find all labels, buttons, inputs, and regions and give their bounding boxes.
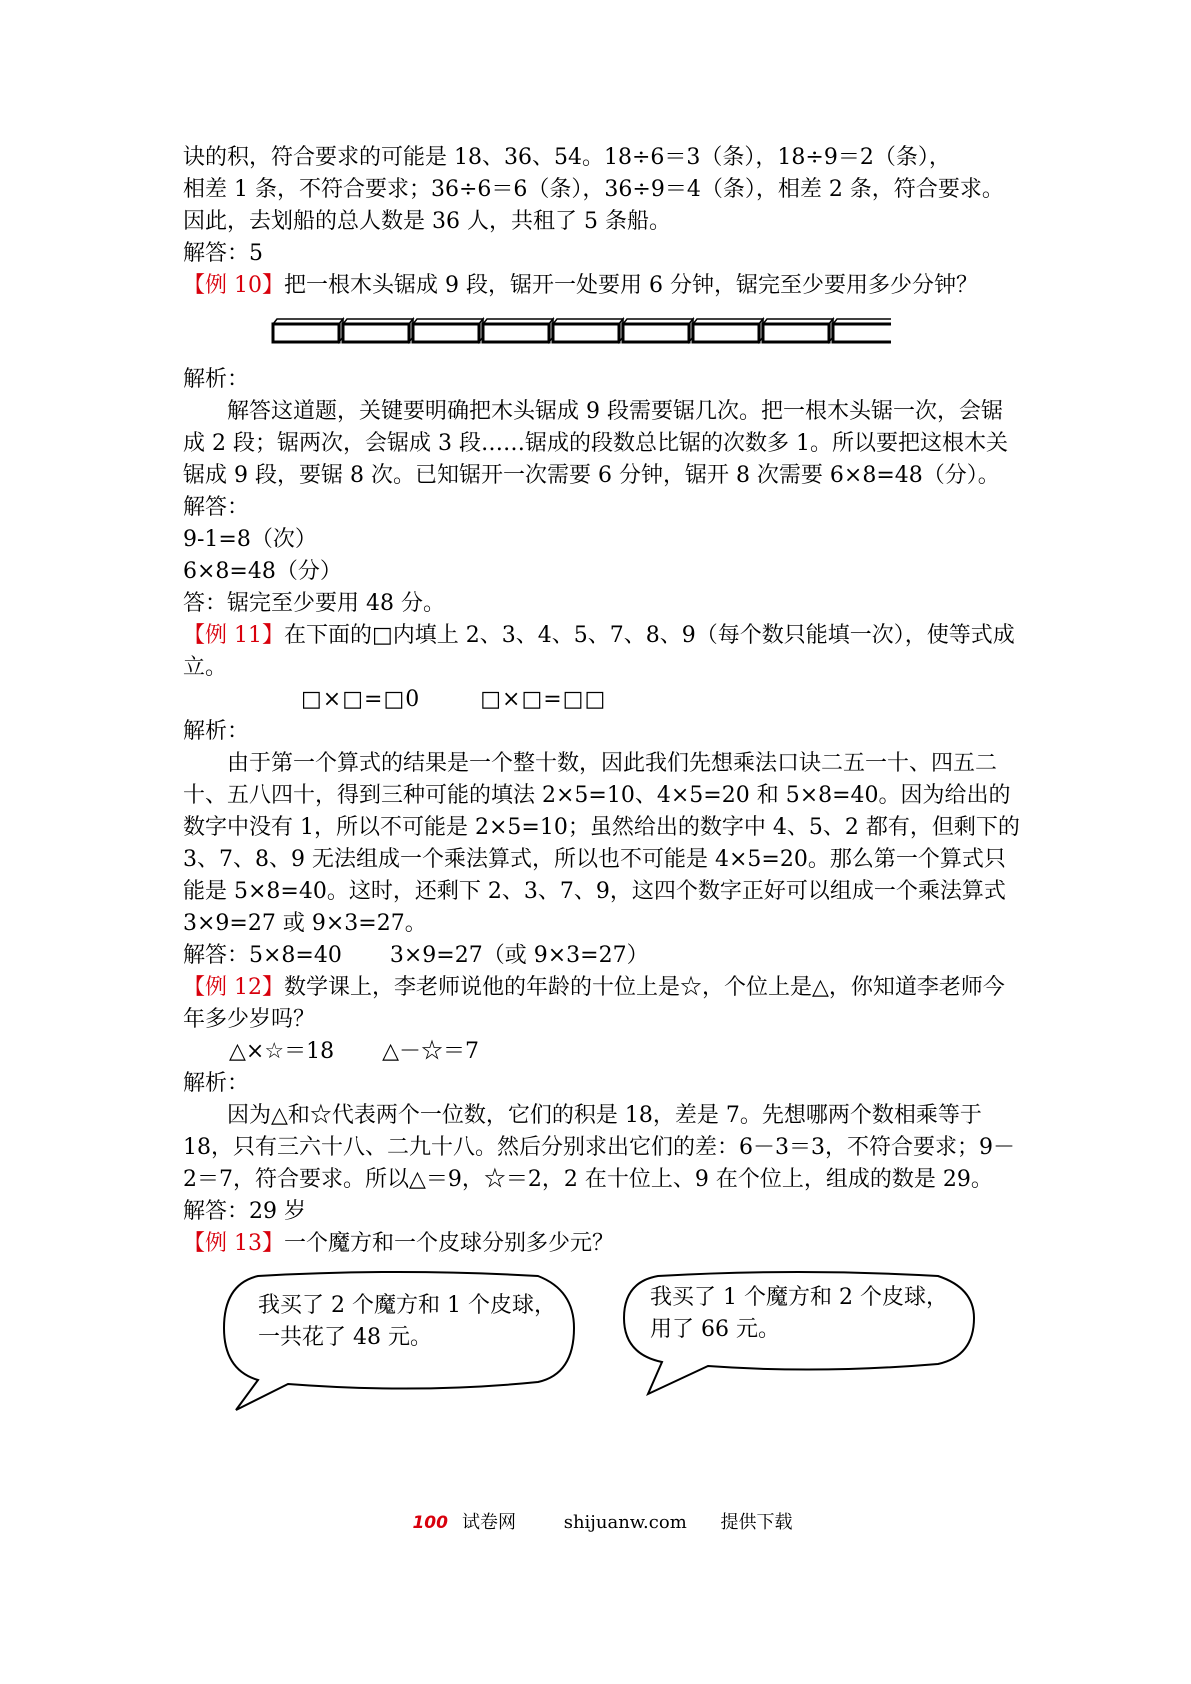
speech-bubble-left xyxy=(218,1270,578,1416)
bubble-text-left xyxy=(258,1290,556,1354)
bubble-line: 我买了 1 个魔方和 2 个皮球， xyxy=(650,1285,948,1310)
analysis-label: 解析： xyxy=(183,1071,250,1096)
text-line: 相差 1 条，不符合要求；36÷6＝6（条），36÷9＝4（条），相差 2 条，符合要求。 xyxy=(183,177,1004,202)
example-13-question xyxy=(183,1228,1021,1260)
log-segment xyxy=(553,319,623,342)
example-11-question xyxy=(183,620,1021,684)
speech-bubble-right xyxy=(618,1270,978,1400)
log-segment xyxy=(273,319,343,342)
example-11-analysis: 由于第一个算式的结果是一个整十数，因此我们先想乘法口诀二五一十、四五二十、五八四十，得到三种可能的填法 2×5=10、4×5=20 和 5×8=40。因为给出的数字中没有 1，所以不可能是 2×5=10；虽然给出的数字中 4、5、2 都有，但剩下的 3、7、8、9 无法组成一个乘法算式，所以也不可能是 4×5=20。那么第一个算式只能是 5×8=40。这时，还剩下 2、3、7、9，这四个数字正好可以组成一个乘法算式 3×9=27 或 9×3=27。 xyxy=(183,751,1020,936)
example-10-analysis: 解答这道题，关键要明确把木头锯成 9 段需要锯几次。把一根木头锯一次，会锯成 2 段；锯两次，会锯成 3 段……锯成的段数总比锯的次数多 1。所以要把这根木关锯成 9 段，要锯 8 次。已知锯开一次需要 6 分钟，锯开 8 次需要 6×8=48（分）。 xyxy=(183,399,1008,488)
log-segment xyxy=(343,319,413,342)
log-segment xyxy=(833,319,891,342)
footer-site: shijuanw.com xyxy=(563,1512,687,1533)
log-segment xyxy=(763,319,833,342)
footer-logo xyxy=(398,1512,530,1533)
solution-step: 6×8=48（分） xyxy=(183,559,342,584)
footer-note: 提供下载 xyxy=(720,1512,793,1533)
analysis-label: 解析： xyxy=(183,367,250,392)
example-12-text: 数学课上，李老师说他的年龄的十位上是☆，个位上是△，你知道李老师今年多少岁吗？ xyxy=(183,975,1005,1032)
bubble-line: 一共花了 48 元。 xyxy=(258,1325,432,1350)
example-10-text: 把一根木头锯成 9 段，锯开一处要用 6 分钟，锯完至少要用多少分钟？ xyxy=(284,273,978,298)
example-12-question xyxy=(183,972,1021,1036)
example-12-tag: 【例 12】 xyxy=(183,975,284,1000)
log-segment xyxy=(413,319,483,342)
log-segment xyxy=(693,319,763,342)
symbol-equations xyxy=(229,1036,1021,1068)
solution-step: 9-1=8（次） xyxy=(183,527,317,552)
analysis-label: 解析： xyxy=(183,719,250,744)
answer-line: 解答：5 xyxy=(183,241,263,266)
text-line: 因此，去划船的总人数是 36 人，共租了 5 条船。 xyxy=(183,209,671,234)
example-11-tag: 【例 11】 xyxy=(183,623,284,648)
formula-2: △－☆＝7 xyxy=(382,1039,479,1064)
example-12-analysis: 因为△和☆代表两个一位数，它们的积是 18，差是 7。先想哪两个数相乘等于 18，只有三六十八、二九十八。然后分别求出它们的差：6－3＝3，不符合要求；9－2＝7，符合要求。所以△＝9，☆＝2，2 在十位上、9 在个位上，组成的数是 29。 xyxy=(183,1103,1015,1192)
bubble-line: 用了 66 元。 xyxy=(650,1317,780,1342)
equation-1: □×□=□0 xyxy=(301,687,421,712)
example-13-text: 一个魔方和一个皮球分别多少元？ xyxy=(284,1231,615,1256)
answer-label: 解答： xyxy=(183,495,250,520)
answer-part-a: 解答：5×8=40 xyxy=(183,943,342,968)
log-illustration xyxy=(183,302,1021,364)
example-10-tag: 【例 10】 xyxy=(183,273,284,298)
blank-equations xyxy=(301,684,1021,716)
bubble-line: 我买了 2 个魔方和 1 个皮球， xyxy=(258,1293,556,1318)
example-11-text: 在下面的□内填上 2、3、4、5、7、8、9（每个数只能填一次），使等式成立。 xyxy=(183,623,1015,680)
speech-bubbles xyxy=(183,1270,1021,1420)
log-segment xyxy=(623,319,693,342)
answer-line: 解答：29 岁 xyxy=(183,1199,306,1224)
formula-1: △×☆＝18 xyxy=(229,1039,335,1064)
example-13-tag: 【例 13】 xyxy=(183,1231,284,1256)
equation-2: □×□=□□ xyxy=(480,687,607,712)
page-footer xyxy=(0,1508,1191,1534)
answer-line xyxy=(183,940,1021,972)
sawn-log-figure xyxy=(271,316,891,350)
bubble-text-right xyxy=(650,1282,948,1346)
logo-number: 100 xyxy=(412,1513,448,1533)
text-line: 诀的积，符合要求的可能是 18、36、54。18÷6＝3（条），18÷9＝2（条）， xyxy=(183,145,951,170)
logo-text: 试卷网 xyxy=(461,1512,516,1533)
document-body xyxy=(183,142,1021,1420)
final-answer: 答：锯完至少要用 48 分。 xyxy=(183,591,445,616)
log-segment xyxy=(483,319,553,342)
example-10-question xyxy=(183,270,1021,302)
answer-part-b: 3×9=27（或 9×3=27） xyxy=(389,943,649,968)
